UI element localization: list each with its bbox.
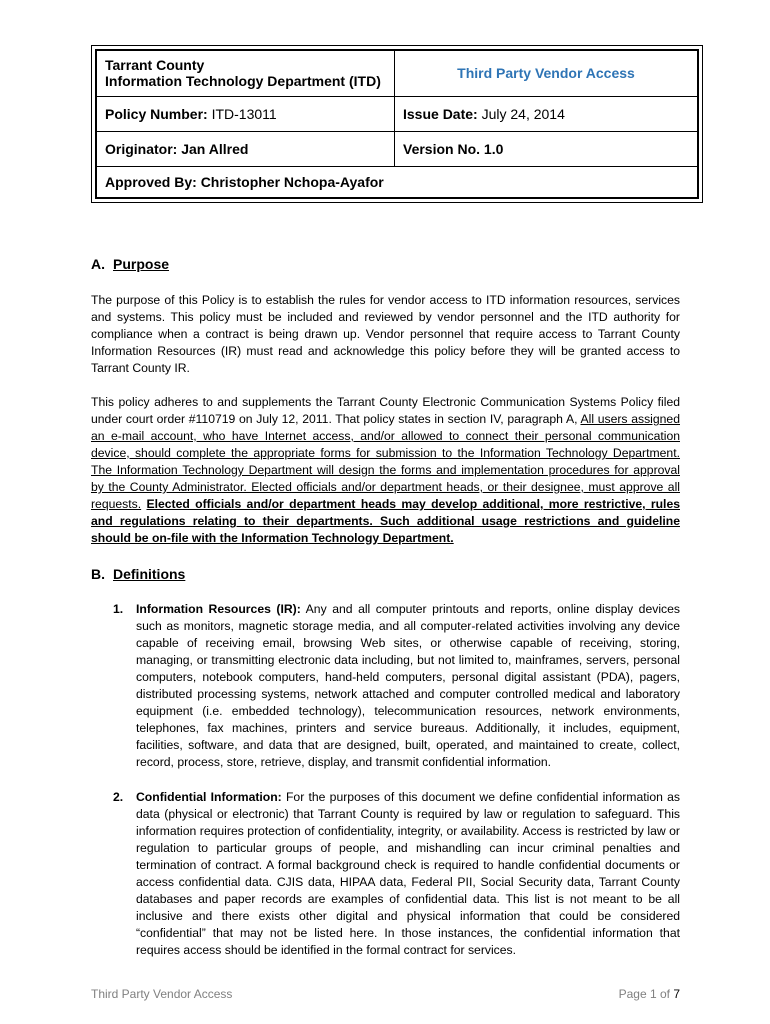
page-total: 7 bbox=[673, 987, 680, 1001]
approved-by-value: Christopher Nchopa-Ayafor bbox=[200, 173, 384, 190]
originator-label: Originator: bbox=[105, 140, 178, 157]
definition-text: For the purposes of this document we define confidential information as data (physical or electronic) that Tarrant County is required by law or regulation to safeguard. This information requires protection of confidentiality, integrity, or availability. Access is restricted by law or regulation to particular groups of people, and mishandling can incur criminal penalties and termination of contract. A formal background check is required to handle confidential documents or access confidential data. CJIS data, HIPAA data, Federal PII, Social Security data, Tarrant County databases and paper records are examples of confidential data. This list is not meant to be all inclusive and there exists other digital and physical information that could be considered “confidential” that may not be listed here. In those instances, the confidential information that requires access should be identified in the formal contract for services. bbox=[136, 790, 680, 957]
org-line-1: Tarrant County bbox=[105, 57, 205, 74]
definition-term: Information Resources (IR): bbox=[136, 602, 301, 616]
approved-by-cell bbox=[96, 166, 698, 198]
policy-header-table bbox=[95, 49, 699, 199]
section-b-title: Definitions bbox=[113, 566, 186, 582]
originator-cell bbox=[96, 131, 395, 166]
policy-number-label: Policy Number: bbox=[105, 105, 208, 122]
definition-number: 2. bbox=[113, 790, 124, 804]
definition-number: 1. bbox=[113, 602, 124, 616]
definition-term: Confidential Information: bbox=[136, 790, 282, 804]
purpose-p2-emphasis: Elected officials and/or department heads may develop additional, more restrictive, rules and regulations relating to their departments. Such additional usage restrictions and guideline should be on-file with the Information Technology Department. bbox=[91, 497, 680, 545]
policy-number-cell bbox=[96, 96, 395, 131]
page-footer bbox=[91, 987, 680, 1001]
section-b-letter: B. bbox=[91, 566, 105, 582]
approved-by-label: Approved By: bbox=[105, 173, 197, 190]
purpose-p2-text: This policy adheres to and supplements the Tarrant County Electronic Communication Systems Policy filed under court order #110719 on July 12, 2011. That policy states in section IV, paragraph A, bbox=[91, 395, 680, 426]
footer-doc-title: Third Party Vendor Access bbox=[91, 987, 233, 1001]
version-label: Version No. bbox=[403, 140, 481, 157]
section-a-heading bbox=[91, 256, 169, 272]
org-name-cell bbox=[96, 50, 395, 96]
policy-header-box bbox=[91, 45, 703, 203]
page-number bbox=[619, 987, 680, 1001]
section-a-letter: A. bbox=[91, 256, 105, 272]
definition-item bbox=[113, 789, 680, 959]
definition-item bbox=[113, 601, 680, 771]
purpose-paragraph-1: The purpose of this Policy is to establish the rules for vendor access to ITD information resources, services and systems. This policy must be included and reviewed by vendor personnel and the ITD authority for compliance when a contract is being drawn up. Vendor personnel that require access to Tarrant County Information Resources (IR) must read and acknowledge this policy before they will be granted access to Tarrant County IR. bbox=[91, 293, 680, 375]
page-prefix: Page 1 of bbox=[618, 987, 670, 1001]
version-cell bbox=[395, 131, 699, 166]
issue-date-label: Issue Date: bbox=[403, 105, 478, 122]
purpose-paragraph-2 bbox=[91, 394, 680, 547]
section-b-heading bbox=[91, 566, 185, 582]
policy-number-value: ITD-13011 bbox=[211, 105, 277, 122]
issue-date-value: July 24, 2014 bbox=[481, 105, 565, 122]
issue-date-cell bbox=[395, 96, 699, 131]
originator-value: Jan Allred bbox=[181, 140, 249, 157]
doc-title: Third Party Vendor Access bbox=[395, 50, 699, 96]
version-value: 1.0 bbox=[483, 140, 504, 157]
purpose-p2-quoted-policy: All users assigned an e-mail account, who have Internet access, and/or allowed to connect their personal communication device, should complete the appropriate forms for submission to the Information Technology Department. The Information Technology Department will design the forms and implementation procedures for approval by the County Administrator. Elected officials and/or department heads, or their designee, must approve all requests. bbox=[91, 412, 680, 511]
org-line-2: Information Technology Department (ITD) bbox=[105, 73, 381, 90]
section-a-title: Purpose bbox=[113, 256, 170, 272]
definition-text: Any and all computer printouts and reports, online display devices such as monitors, magnetic storage media, and all computer-related activities involving any device capable of receiving email, browsing Web sites, or otherwise capable of receiving, storing, managing, or transmitting electronic data including, but not limited to, mainframes, servers, personal computers, notebook computers, hand-held computers, personal digital assistant (PDA), pagers, distributed processing systems, network attached and computer controlled medical and laboratory equipment (i.e. embedded technology), telecommunication resources, network environments, telephones, fax machines, printers and service bureaus. Additionally, it includes, equipment, facilities, software, and data that are designed, built, operated, and maintained to create, collect, record, process, store, retrieve, display, and transmit confidential information. bbox=[136, 602, 680, 769]
